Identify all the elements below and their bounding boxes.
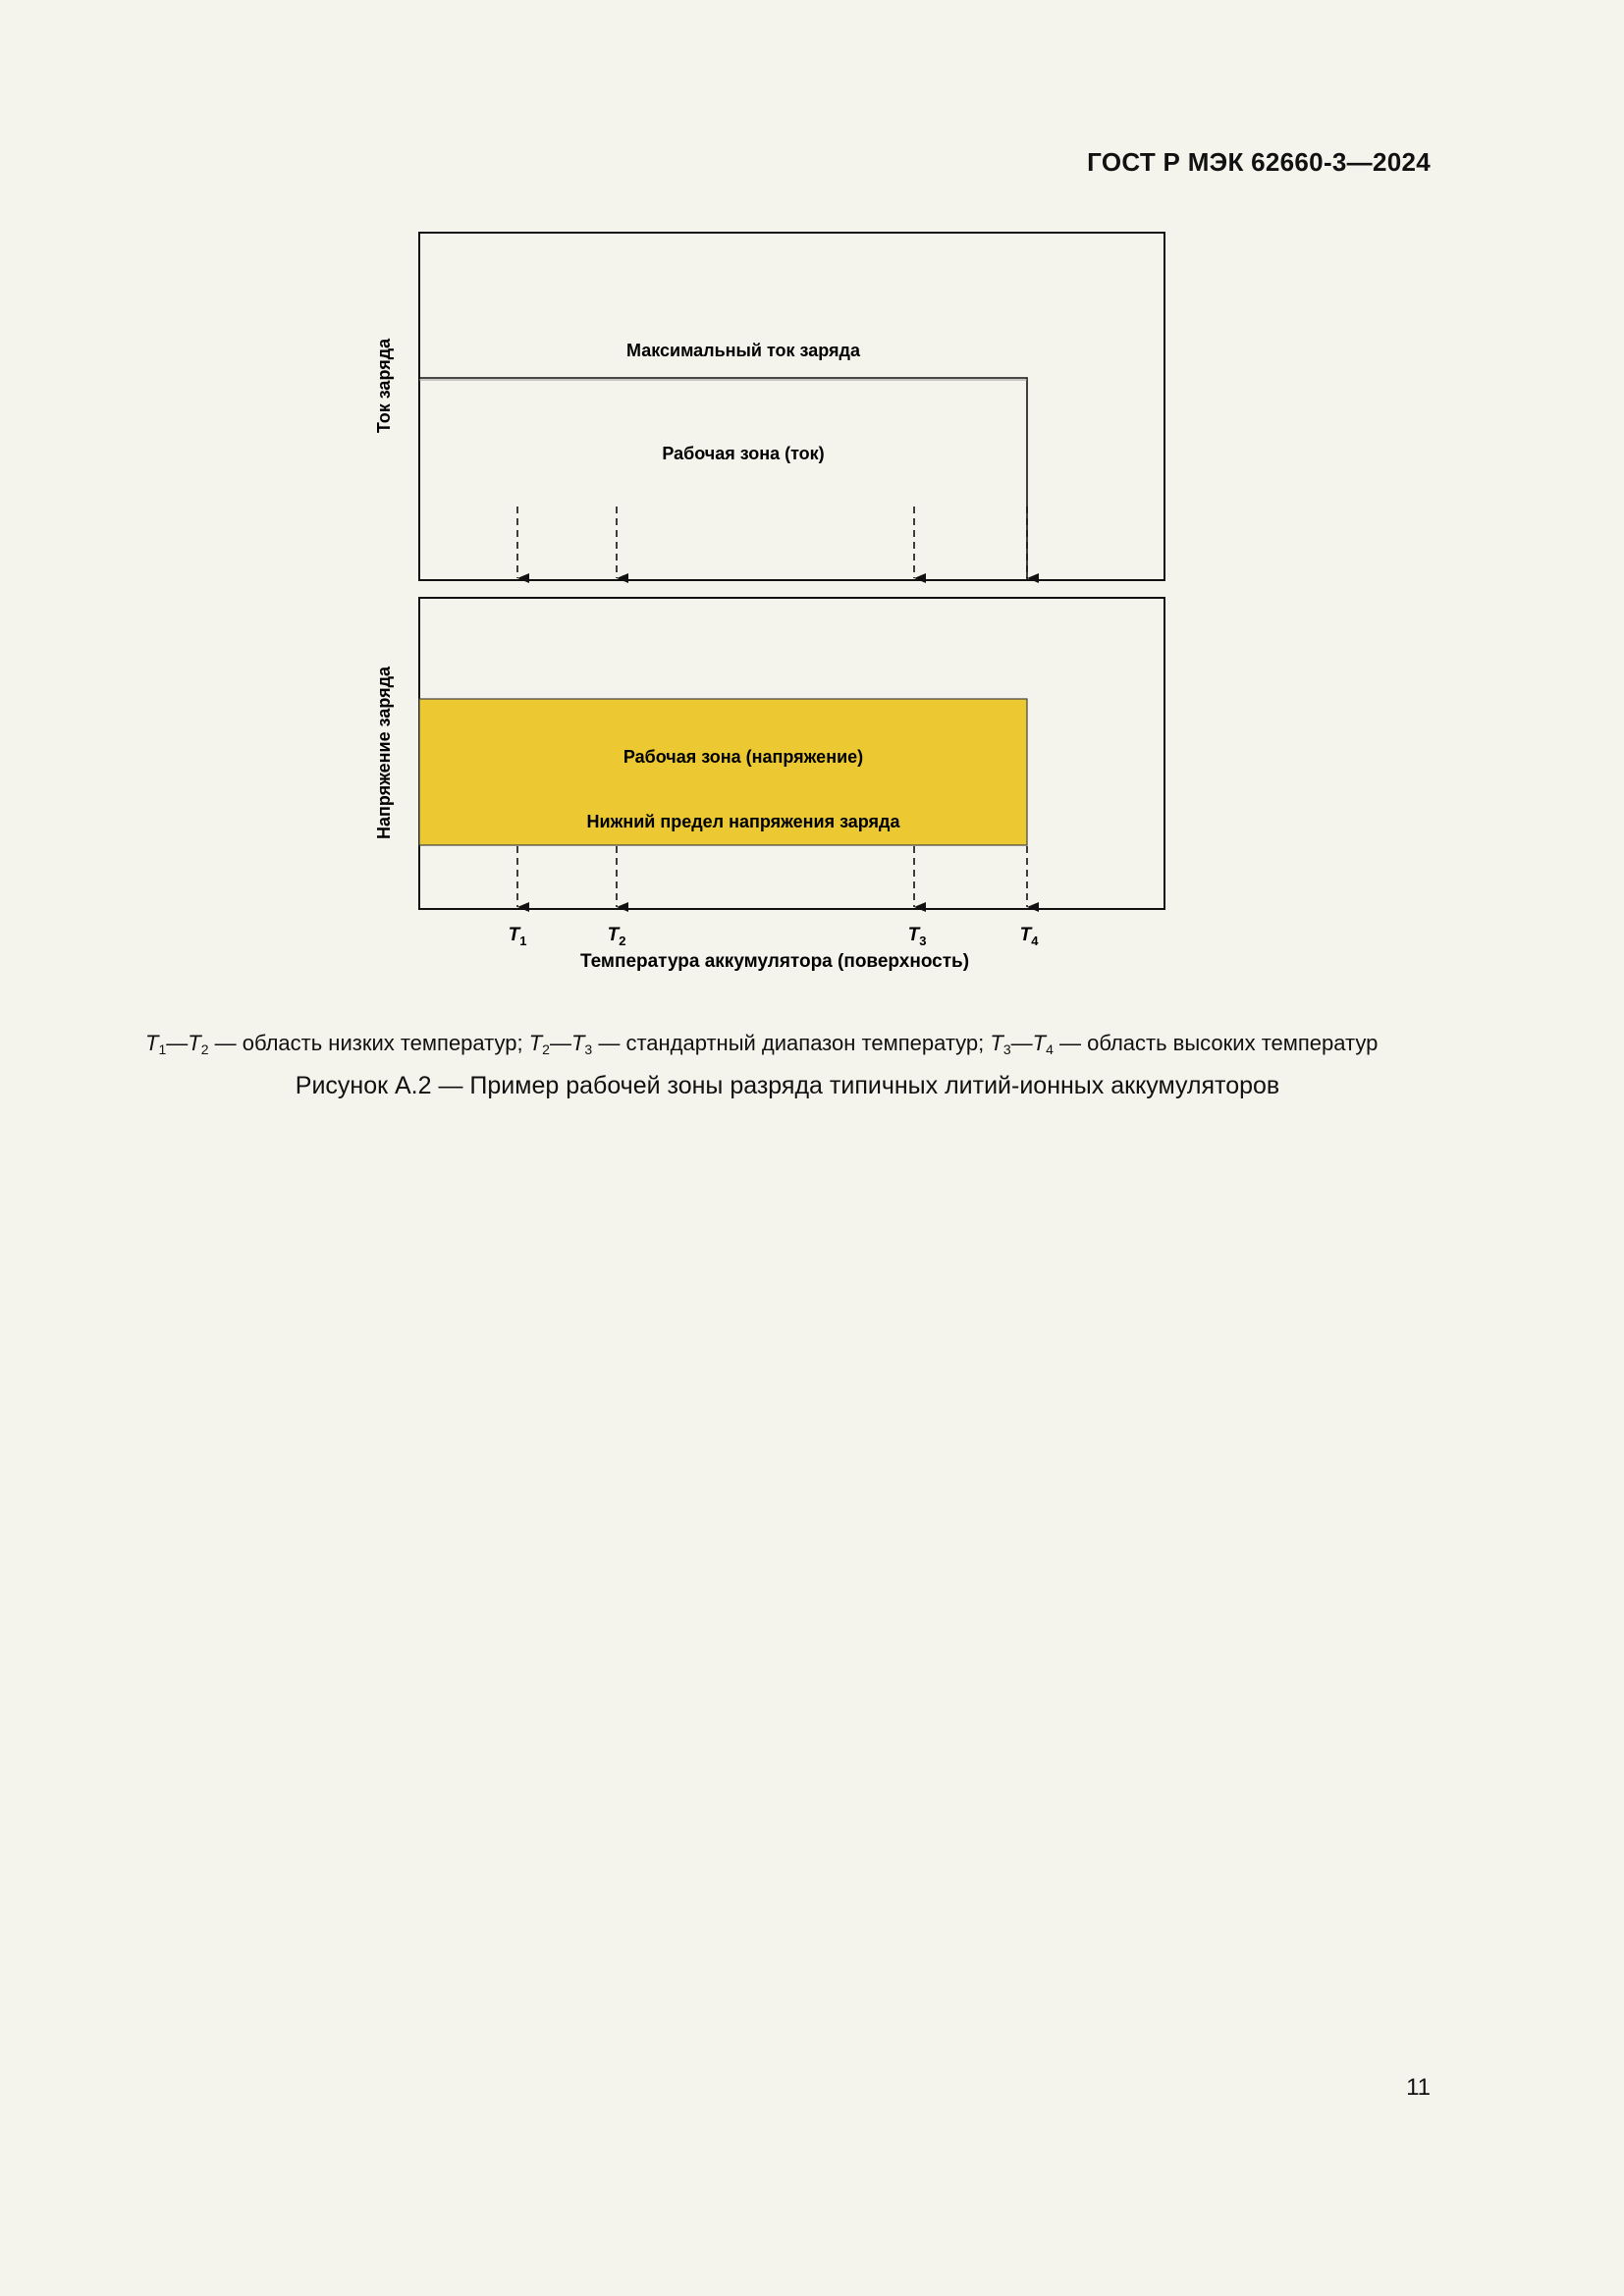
- legend-item-standard: $T_2—T_3$ — стандартный диапазон температур;: [528, 1031, 991, 1057]
- legend-item-low: $T_1—T_2$ — область низких температур;: [145, 1031, 529, 1057]
- voltage-zone-label: Рабочая зона (напряжение): [623, 747, 864, 767]
- top-panel-frame: [419, 233, 1164, 580]
- tick-label-t1: $T_1$: [508, 925, 527, 948]
- tick-label-t3: $T_3$: [907, 925, 927, 948]
- temperature-legend: [145, 1031, 1500, 1057]
- page-number: 11: [1406, 2074, 1431, 2101]
- lower-limit-label: Нижний предел напряжения заряда: [586, 812, 900, 831]
- tick-label-t2: $T_2$: [607, 925, 626, 948]
- legend-item-high: $T_3—T_4$ — область высоких температур: [990, 1031, 1379, 1057]
- current-zone-label: Рабочая зона (ток): [662, 444, 825, 463]
- max-current-line: [419, 378, 1027, 580]
- x-axis-label: Температура аккумулятора (поверхность): [579, 951, 970, 972]
- standard-header: ГОСТ Р МЭК 62660-3—2024: [1087, 147, 1431, 177]
- figure-caption: Рисунок А.2 — Пример рабочей зоны разряда типичных литий-ионных аккумуляторов: [295, 1072, 1280, 1099]
- top-y-axis-label: Ток заряда: [374, 338, 394, 434]
- bottom-y-axis-label: Напряжение заряда: [374, 666, 394, 840]
- max-current-label: Максимальный ток заряда: [626, 341, 860, 360]
- operating-zone-diagram: [0, 0, 1624, 991]
- tick-label-t4: $T_4$: [1019, 925, 1039, 948]
